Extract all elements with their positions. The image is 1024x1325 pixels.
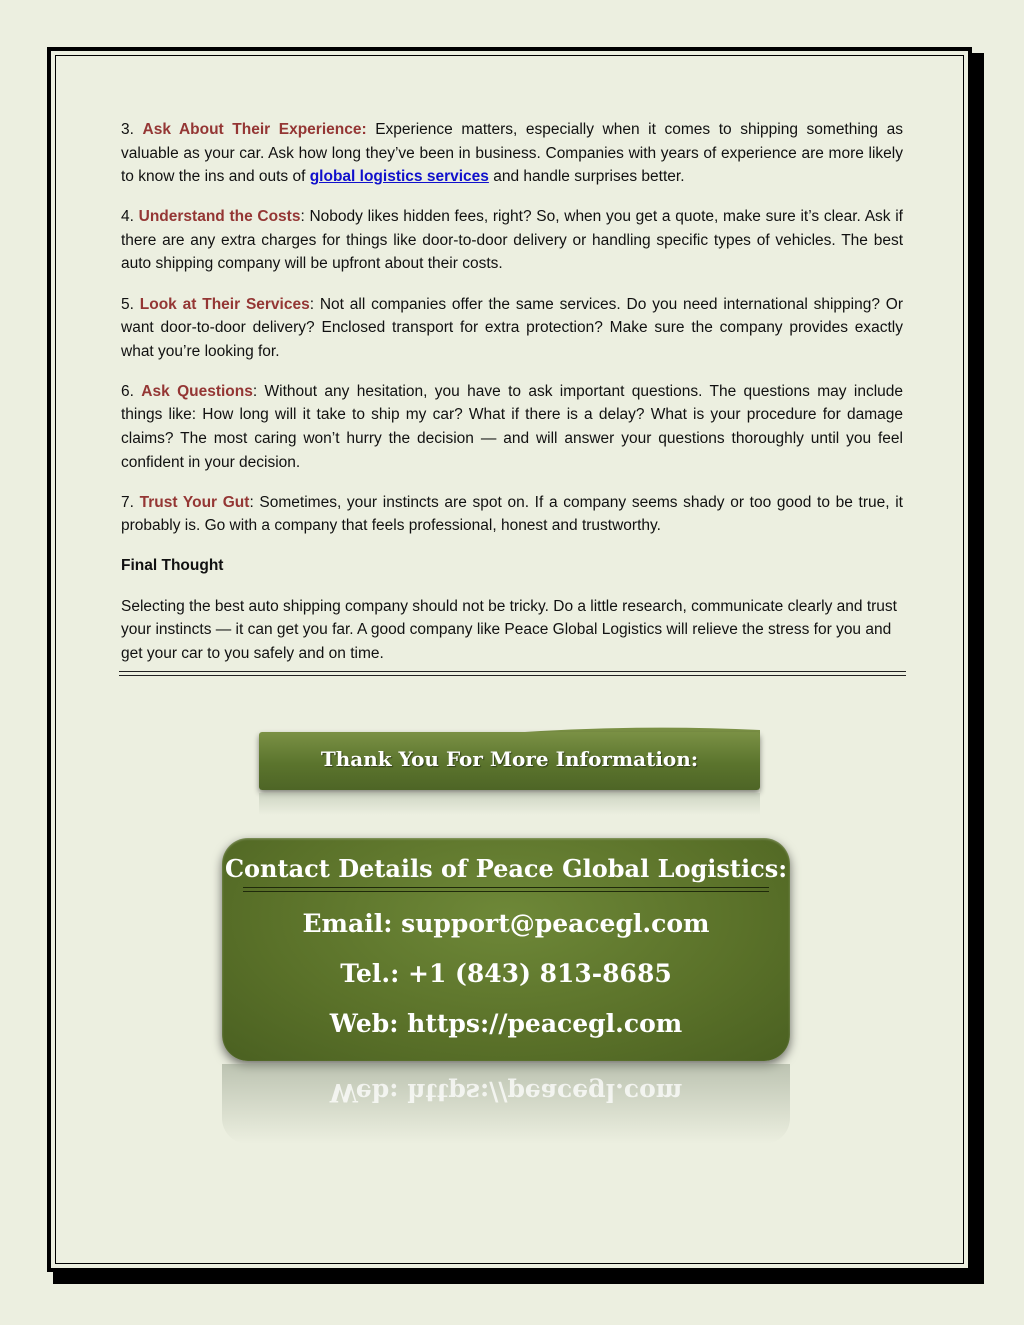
- item-text: : Not all companies offer the same services. Do you need international shipping? Or want door-to-door delivery? Enclosed transport for extra protection? Make sure the company provides exactly what you’re looking for.: [121, 295, 903, 360]
- item-heading: Look at Their Services: [139, 295, 310, 313]
- contact-title: Contact Details of Peace Global Logistics:: [224, 854, 788, 883]
- section-divider: [119, 671, 906, 676]
- item-heading: Understand the Costs: [138, 208, 301, 226]
- item-heading: Ask About Their Experience:: [142, 121, 367, 138]
- item-heading: Ask Questions: [141, 382, 253, 400]
- banner-reflection: [259, 793, 760, 815]
- global-logistics-link[interactable]: global logistics services: [309, 168, 489, 186]
- contact-reflection: [222, 1064, 790, 1144]
- item-text: Experience matters, especially when it comes to shipping something as valuable as your car. Ask how long they’ve been in business. Companies with years of experience are more likely to know the ins and outs of: [121, 121, 903, 186]
- item-experience: [121, 118, 903, 189]
- contact-email[interactable]: Email: support@peacegl.com: [302, 909, 710, 938]
- banner-label: Thank You For More Information:: [320, 747, 699, 771]
- final-thought-text: Selecting the best auto shipping company should not be tricky. Do a little research, communicate clearly and trust your instincts — it can get you far. A good company like Peace Global Logistics will relieve the stress for you and get your car to you safely and on time.: [121, 597, 897, 662]
- contact-divider: [243, 887, 769, 892]
- item-number: 4.: [121, 208, 134, 226]
- contact-phone[interactable]: Tel.: +1 (843) 813-8685: [340, 959, 672, 988]
- final-thought-title: Final Thought: [121, 557, 224, 575]
- contact-panel: [222, 838, 790, 1061]
- item-text: : Without any hesitation, you have to ask important questions. The questions may include things like: How long will it take to ship my car? What if there is a delay? What is your procedure for damage claims? The most caring won’t hurry the decision — and will answer your questions thoroughly until you feel confident in your decision.: [121, 382, 904, 471]
- item-questions: [121, 380, 903, 474]
- reflection-text: Web: https://peacegl.com: [329, 1078, 683, 1107]
- item-heading: Trust Your Gut: [139, 493, 250, 511]
- item-gut: [121, 491, 903, 538]
- contact-website[interactable]: Web: https://peacegl.com: [329, 1009, 683, 1038]
- item-text: : Sometimes, your instincts are spot on. If a company seems shady or too good to be true, it probably is. Go with a company that feels professional, honest and trustworthy.: [121, 493, 903, 535]
- thank-you-banner: [259, 732, 760, 790]
- item-number: 5.: [121, 295, 134, 313]
- article-body: [121, 118, 903, 682]
- item-number: 6.: [121, 382, 134, 400]
- item-number: 3.: [121, 121, 134, 138]
- item-text-end: and handle surprises better.: [488, 168, 685, 186]
- item-text: : Nobody likes hidden fees, right? So, when you get a quote, make sure it’s clear. Ask if there are any extra charges for things like door-to-door delivery or handling specific types of vehicles. The best auto shipping company will be upfront about their costs.: [121, 208, 903, 273]
- item-services: [121, 293, 903, 364]
- item-costs: [121, 205, 903, 276]
- item-number: 7.: [121, 493, 134, 511]
